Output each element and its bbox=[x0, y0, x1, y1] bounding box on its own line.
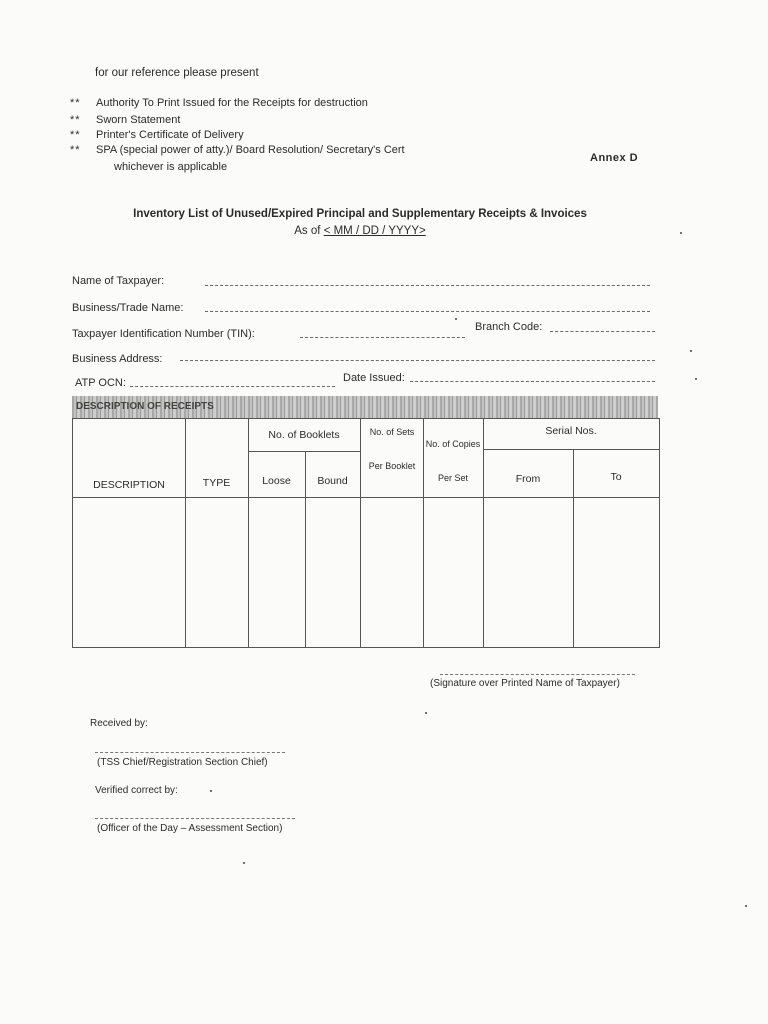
date-issued-label: Date Issued: bbox=[343, 372, 405, 384]
header-no-of-booklets: No. of Booklets bbox=[268, 429, 340, 441]
scan-speck bbox=[455, 318, 457, 320]
requirement-bullet: ** bbox=[70, 97, 81, 109]
requirement-text: Printer's Certificate of Delivery bbox=[96, 129, 244, 141]
scan-speck bbox=[210, 790, 212, 792]
received-by-signature-line[interactable] bbox=[95, 752, 285, 753]
taxpayer-signature-line[interactable] bbox=[440, 674, 635, 675]
tin-label: Taxpayer Identification Number (TIN): bbox=[72, 328, 255, 340]
header-from: From bbox=[515, 473, 541, 485]
taxpayer-name-field[interactable] bbox=[205, 285, 650, 286]
column-divider bbox=[360, 419, 361, 647]
scan-speck bbox=[680, 232, 682, 234]
header-to: To bbox=[610, 471, 622, 483]
scan-speck bbox=[243, 862, 245, 864]
intro-text: for our reference please present bbox=[95, 67, 259, 79]
business-address-label: Business Address: bbox=[72, 353, 163, 365]
requirement-bullet: ** bbox=[70, 129, 81, 141]
row-divider bbox=[483, 449, 659, 450]
header-per-set: Per Set bbox=[437, 473, 468, 483]
column-divider bbox=[483, 419, 484, 647]
row-divider bbox=[248, 451, 360, 452]
header-no-of-copies: No. of Copies bbox=[425, 439, 481, 449]
taxpayer-name-label: Name of Taxpayer: bbox=[72, 275, 165, 287]
verified-by-label: Verified correct by: bbox=[95, 785, 178, 796]
tin-field[interactable] bbox=[300, 337, 465, 338]
header-type: TYPE bbox=[202, 477, 231, 489]
header-loose: Loose bbox=[262, 475, 291, 487]
receipts-table bbox=[72, 418, 660, 648]
scan-speck bbox=[425, 712, 427, 714]
taxpayer-signature-caption: (Signature over Printed Name of Taxpayer) bbox=[430, 678, 620, 689]
form-title: Inventory List of Unused/Expired Principal and Supplementary Receipts & Invoices bbox=[133, 208, 587, 220]
header-description: DESCRIPTION bbox=[93, 479, 165, 491]
scan-speck bbox=[695, 378, 697, 380]
verified-by-signature-line[interactable] bbox=[95, 818, 295, 819]
requirement-item bbox=[70, 97, 368, 109]
as-of-line bbox=[0, 225, 720, 237]
scan-speck bbox=[745, 905, 747, 907]
date-issued-field[interactable] bbox=[410, 381, 655, 382]
requirement-item bbox=[70, 129, 244, 141]
atp-ocn-field[interactable] bbox=[130, 386, 335, 387]
received-by-caption: (TSS Chief/Registration Section Chief) bbox=[97, 757, 268, 768]
business-address-field[interactable] bbox=[180, 360, 655, 361]
requirement-text: Sworn Statement bbox=[96, 114, 181, 126]
requirement-bullet: ** bbox=[70, 144, 81, 156]
header-no-of-sets: No. of Sets bbox=[369, 427, 415, 437]
table-section-header bbox=[72, 396, 658, 418]
scan-speck bbox=[690, 350, 692, 352]
atp-ocn-label: ATP OCN: bbox=[75, 377, 126, 389]
trade-name-field[interactable] bbox=[205, 311, 650, 312]
requirement-bullet: ** bbox=[70, 114, 81, 126]
as-of-date: < MM / DD / YYYY> bbox=[323, 225, 426, 237]
requirement-text: Authority To Print Issued for the Receipts for destruction bbox=[96, 97, 368, 109]
requirement-item bbox=[70, 114, 180, 126]
header-bound: Bound bbox=[317, 475, 348, 487]
annex-label: Annex D bbox=[590, 152, 639, 164]
as-of-label: As of bbox=[294, 225, 321, 237]
branch-code-label: Branch Code: bbox=[475, 321, 543, 333]
header-per-booklet: Per Booklet bbox=[368, 461, 416, 471]
branch-code-field[interactable] bbox=[550, 331, 655, 332]
column-divider bbox=[248, 419, 249, 647]
applicable-note: whichever is applicable bbox=[114, 161, 228, 173]
column-divider bbox=[423, 419, 424, 647]
requirement-text: SPA (special power of atty.)/ Board Resolution/ Secretary's Cert bbox=[96, 144, 405, 156]
verified-by-caption: (Officer of the Day – Assessment Section) bbox=[97, 823, 283, 834]
header-bottom-border bbox=[73, 497, 659, 498]
trade-name-label: Business/Trade Name: bbox=[72, 302, 184, 314]
header-serial-nos: Serial Nos. bbox=[545, 425, 597, 437]
requirement-item bbox=[70, 144, 405, 156]
column-divider bbox=[185, 419, 186, 647]
received-by-label: Received by: bbox=[90, 718, 148, 729]
table-section-title: DESCRIPTION OF RECEIPTS bbox=[76, 401, 214, 412]
